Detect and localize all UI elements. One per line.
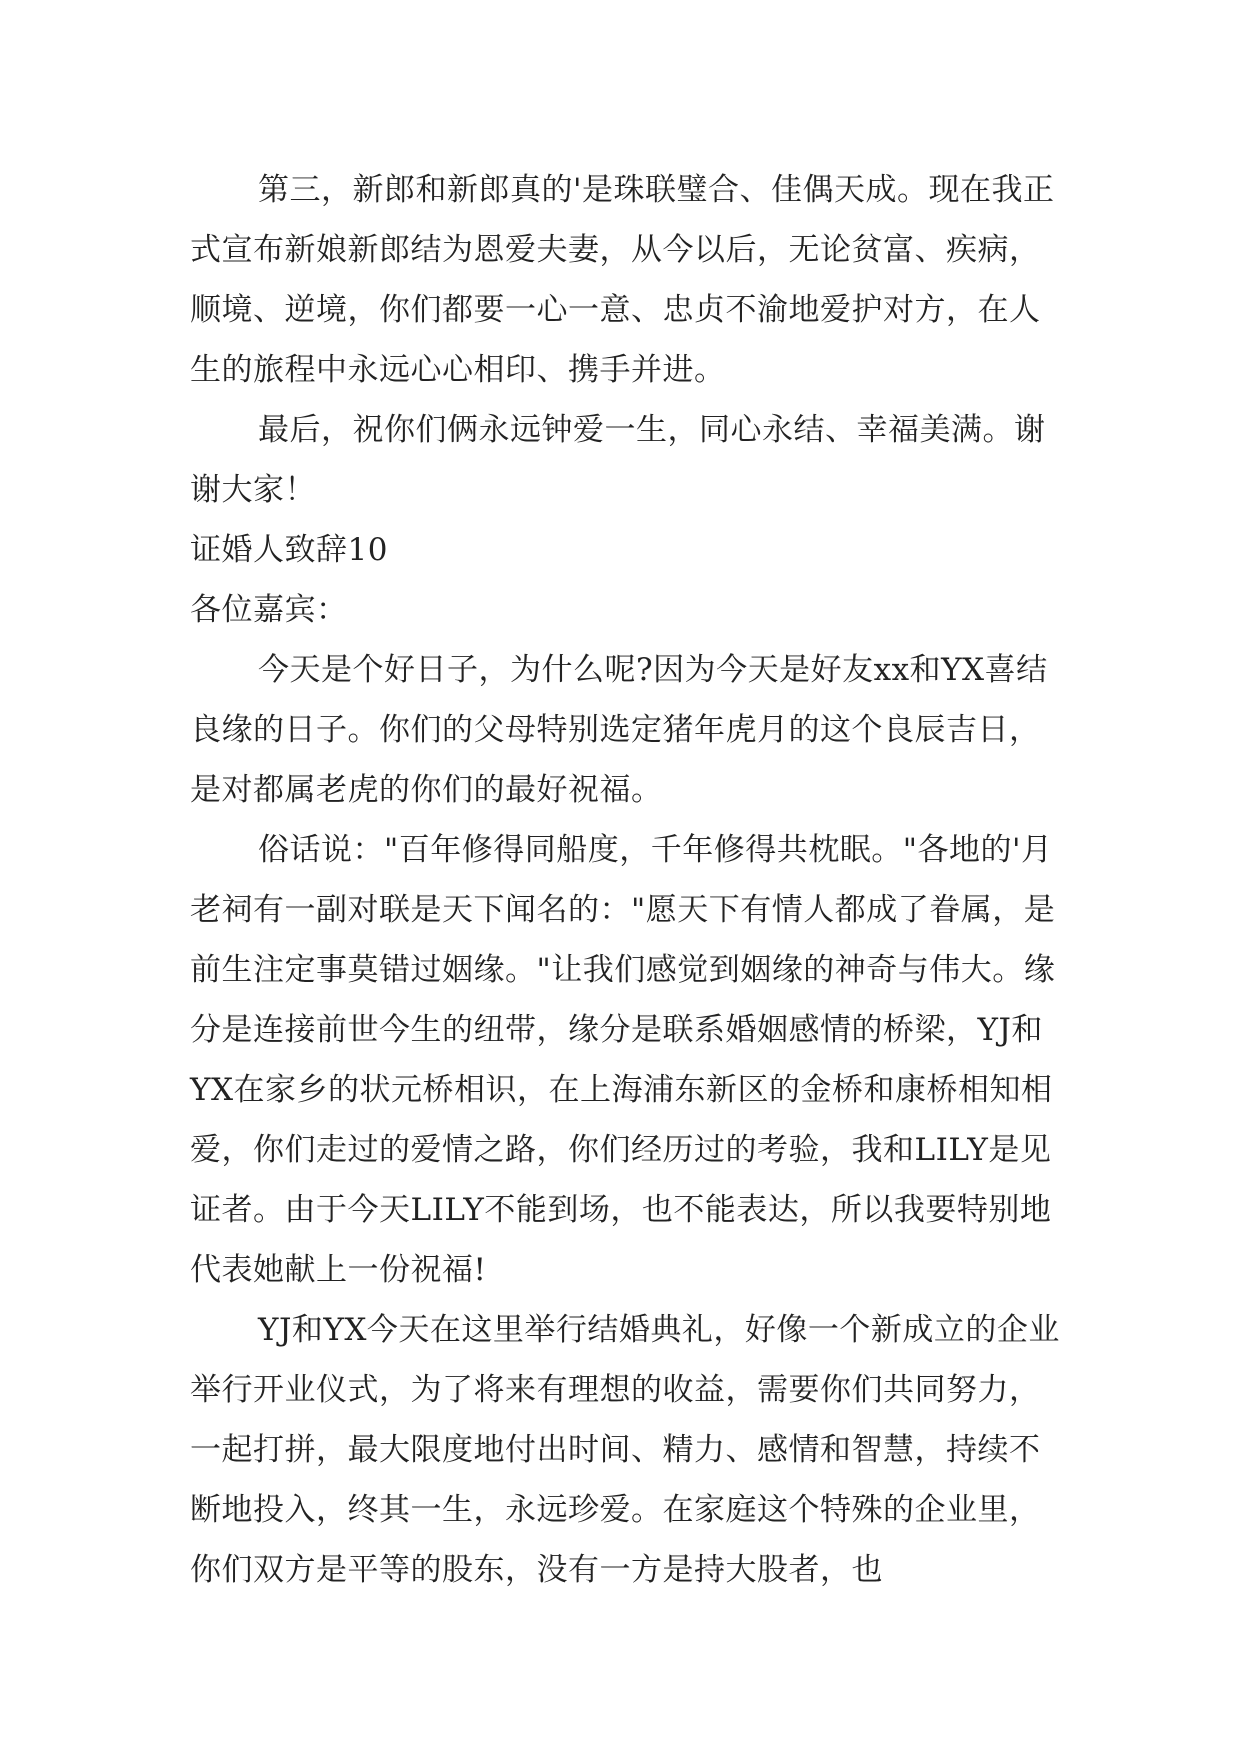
section-heading: 证婚人致辞10 (190, 532, 388, 568)
document-body (190, 160, 1070, 1600)
paragraph: 今天是个好日子，为什么呢?因为今天是好友xx和YX喜结良缘的日子。你们的父母特别选定猪年虎月的这个良辰吉日，是对都属老虎的你们的最好祝福。 (190, 652, 1048, 808)
paragraph: YJ和YX今天在这里举行结婚典礼，好像一个新成立的企业举行开业仪式，为了将来有理想的收益，需要你们共同努力，一起打拼，最大限度地付出时间、精力、感情和智慧，持续不断地投入，终其一生，永远珍爱。在家庭这个特殊的企业里，你们双方是平等的股东，没有一方是持大股者，也 (190, 1312, 1060, 1588)
paragraph: 俗话说："百年修得同船度，千年修得共枕眠。"各地的'月老祠有一副对联是天下闻名的："愿天下有情人都成了眷属，是前生注定事莫错过姻缘。"让我们感觉到姻缘的神奇与伟大。缘分是连接前世今生的纽带，缘分是联系婚姻感情的桥梁，YJ和YX在家乡的状元桥相识，在上海浦东新区的金桥和康桥相知相爱，你们走过的爱情之路，你们经历过的考验，我和LILY是见证者。由于今天LILY不能到场，也不能表达，所以我要特别地代表她献上一份祝福! (190, 832, 1056, 1288)
paragraph: 第三，新郎和新郎真的'是珠联璧合、佳偶天成。现在我正式宣布新娘新郎结为恩爱夫妻，从今以后，无论贫富、疾病，顺境、逆境，你们都要一心一意、忠贞不渝地爱护对方，在人生的旅程中永远心心相印、携手并进。 (190, 172, 1055, 388)
salutation: 各位嘉宾： (190, 592, 348, 628)
paragraph: 最后，祝你们俩永远钟爱一生，同心永结、幸福美满。谢谢大家！ (190, 412, 1046, 508)
